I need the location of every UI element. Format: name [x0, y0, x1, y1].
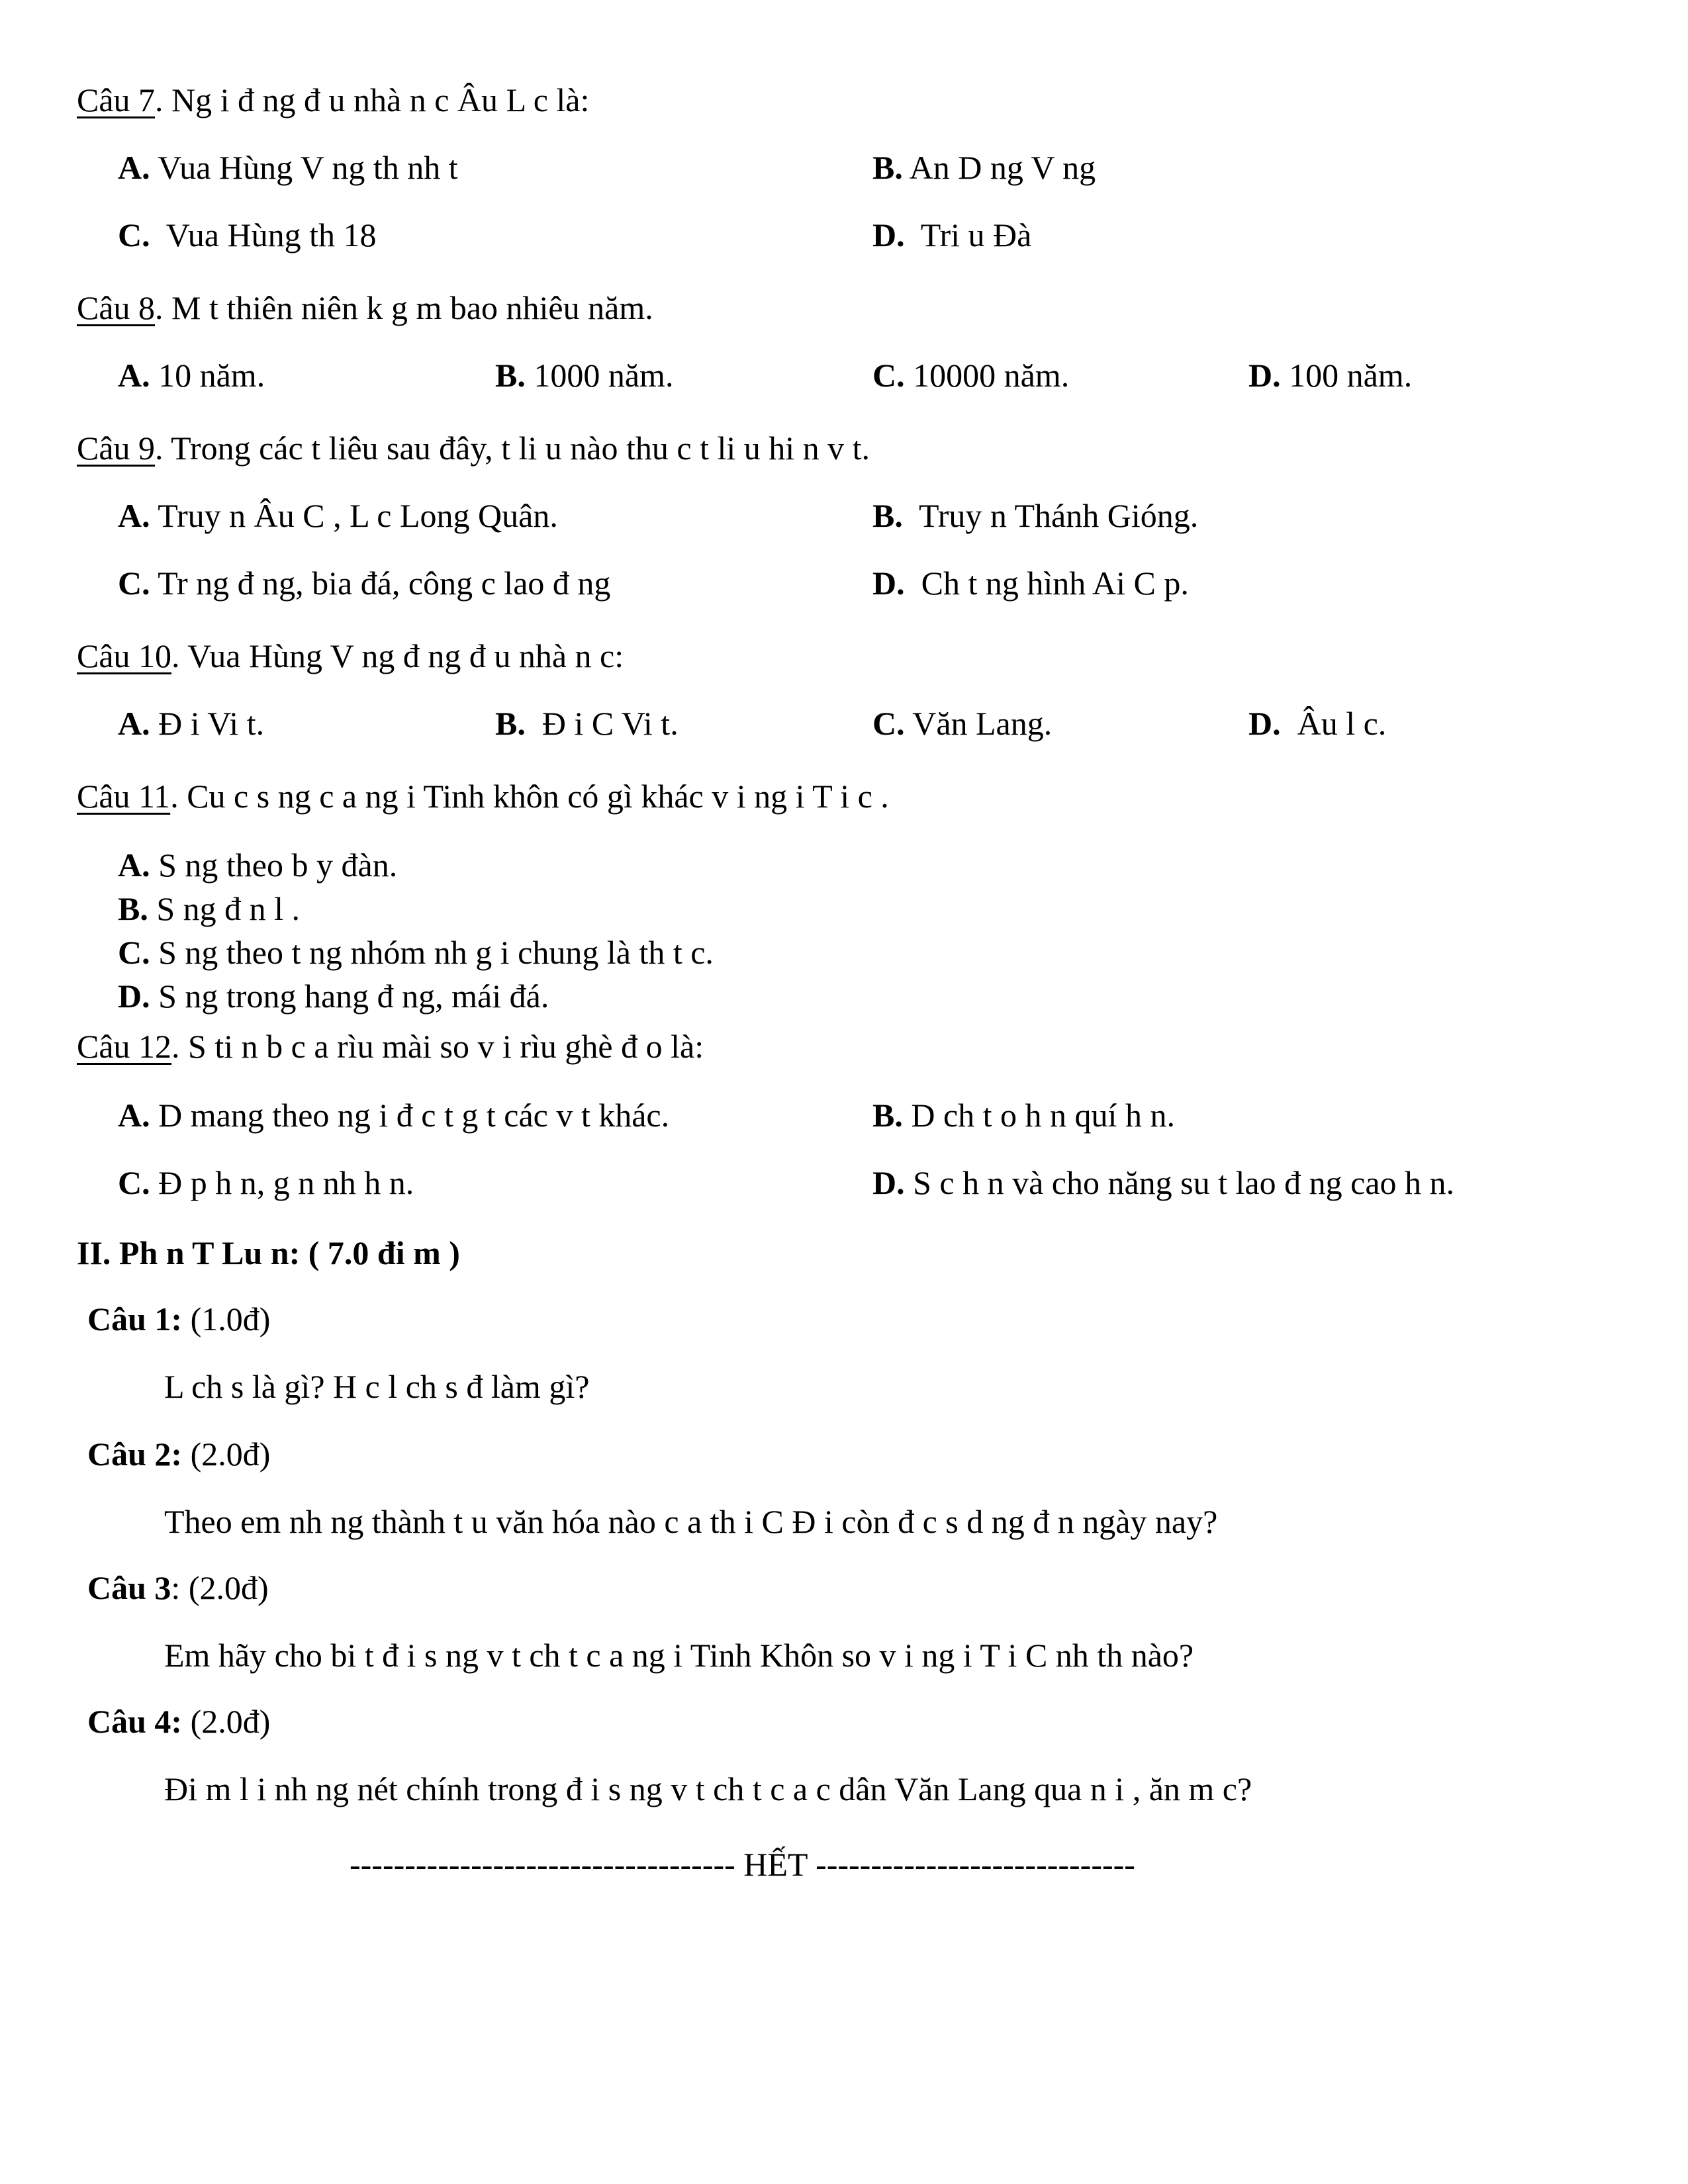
essay-question-1-text: L ch s là gì? H c l ch s đ làm gì? [164, 1368, 590, 1405]
option-8c[interactable] [872, 359, 1069, 392]
essay-question-3-text: Em hãy cho bi t đ i s ng v t ch t c a ng i Tinh Khôn so v i ng i T i C nh th nào? [164, 1637, 1194, 1674]
option-letter: A. [118, 357, 150, 394]
question-label: Câu 11 [77, 778, 171, 815]
question-8 [77, 291, 653, 324]
option-text: Đ i Vi t. [150, 705, 265, 742]
option-text: D ch t o h n quí h n. [902, 1097, 1175, 1134]
option-text: 10 năm. [150, 357, 265, 394]
essay-label: Câu 4: [87, 1703, 183, 1740]
essay-question-1-header [87, 1302, 270, 1336]
option-letter: B. [872, 149, 903, 186]
option-9b[interactable] [872, 499, 1198, 532]
option-12a[interactable] [118, 1099, 669, 1132]
option-text: Ch t ng hình Ai C p. [904, 565, 1189, 602]
option-text: Tri u Đà [904, 216, 1032, 253]
question-text: . S ti n b c a rìu mài so v i rìu ghè đ o là: [171, 1028, 704, 1065]
option-text: 100 năm. [1280, 357, 1413, 394]
option-11b[interactable] [118, 892, 300, 925]
option-text: Vua Hùng V ng th nh t [150, 149, 458, 186]
option-7c[interactable] [118, 218, 377, 251]
option-9a[interactable] [118, 499, 558, 532]
option-text: S ng theo b y đàn. [150, 846, 398, 884]
option-text: Truy n Âu C , L c Long Quân. [150, 497, 558, 534]
option-7b[interactable] [872, 151, 1096, 184]
option-12b[interactable] [872, 1099, 1175, 1132]
question-text: . Cu c s ng c a ng i Tinh khôn có gì khác v i ng i T i c . [170, 778, 889, 815]
essay-label: Câu 2: [87, 1435, 183, 1473]
option-letter: D. [1248, 705, 1281, 742]
option-letter: B. [872, 497, 903, 534]
question-label: Câu 12 [77, 1028, 172, 1065]
option-text: Đ p h n, g n nh h n. [150, 1164, 414, 1201]
essay-question-3-header [87, 1571, 269, 1604]
option-text: 10000 năm. [904, 357, 1070, 394]
option-text: An D ng V ng [902, 149, 1096, 186]
option-letter: D. [872, 1164, 905, 1201]
option-text: Đ i C Vi t. [525, 705, 679, 742]
option-letter: B. [495, 705, 526, 742]
option-text: Vua Hùng th 18 [150, 216, 377, 253]
dashes-left: ----------------------------------- [350, 1846, 735, 1883]
option-text: 1000 năm. [525, 357, 674, 394]
option-letter: C. [118, 565, 150, 602]
essay-points: (2.0đ) [182, 1435, 271, 1473]
essay-label: Câu 3 [87, 1569, 171, 1606]
essay-question-2-header [87, 1437, 270, 1471]
option-letter: A. [118, 497, 150, 534]
option-text: S ng theo t ng nhóm nh g i chung là th t c. [150, 934, 714, 971]
essay-question-2-text: Theo em nh ng thành t u văn hóa nào c a th i C Đ i còn đ c s d ng đ n ngày nay? [164, 1503, 1218, 1540]
option-8a[interactable] [118, 359, 265, 392]
option-7a[interactable] [118, 151, 458, 184]
question-label: Câu 8 [77, 289, 156, 326]
option-letter: C. [872, 357, 905, 394]
option-letter: A. [118, 846, 150, 884]
end-text: HẾT [735, 1846, 816, 1883]
option-text: S ng đ n l . [148, 890, 301, 927]
option-letter: C. [118, 1164, 150, 1201]
option-10b[interactable] [495, 707, 679, 740]
option-10d[interactable] [1248, 707, 1386, 740]
essay-question-4-text: Đi m l i nh ng nét chính trong đ i s ng v t ch t c a c dân Văn Lang qua n i , ăn m c? [164, 1770, 1252, 1807]
question-label: Câu 10 [77, 637, 172, 674]
option-letter: C. [872, 705, 905, 742]
option-10a[interactable] [118, 707, 264, 740]
option-7d[interactable] [872, 218, 1031, 251]
essay-points: (2.0đ) [182, 1703, 271, 1740]
question-text: . M t thiên niên k g m bao nhiêu năm. [155, 289, 653, 326]
option-letter: C. [118, 216, 150, 253]
option-text: S ng trong hang đ ng, mái đá. [150, 978, 549, 1015]
essay-points: : (2.0đ) [171, 1569, 269, 1606]
question-9 [77, 432, 870, 465]
option-8b[interactable] [495, 359, 673, 392]
option-9d[interactable] [872, 567, 1189, 600]
end-marker [350, 1848, 1135, 1881]
option-letter: C. [118, 934, 150, 971]
option-letter: A. [118, 149, 150, 186]
option-12c[interactable] [118, 1166, 414, 1199]
option-text: Âu l c. [1280, 705, 1387, 742]
dashes-right: ----------------------------- [816, 1846, 1135, 1883]
question-label: Câu 7 [77, 81, 156, 118]
option-letter: B. [118, 890, 148, 927]
option-letter: A. [118, 1097, 150, 1134]
question-text: . Ng i đ ng đ u nhà n c Âu L c là: [155, 81, 590, 118]
option-letter: D. [872, 565, 905, 602]
question-text: . Vua Hùng V ng đ ng đ u nhà n c: [171, 637, 624, 674]
option-letter: A. [118, 705, 150, 742]
option-9c[interactable] [118, 567, 610, 600]
question-text: . Trong các t liêu sau đây, t li u nào thu c t li u hi n v t. [155, 430, 870, 467]
option-text: Truy n Thánh Gióng. [902, 497, 1199, 534]
section-2-heading: II. Ph n T Lu n: ( 7.0 đi m ) [77, 1234, 460, 1271]
option-11a[interactable] [118, 848, 397, 882]
option-11d[interactable] [118, 979, 549, 1013]
option-letter: D. [872, 216, 905, 253]
option-text: Văn Lang. [904, 705, 1053, 742]
essay-question-4-header [87, 1705, 270, 1738]
option-letter: D. [1248, 357, 1281, 394]
essay-points: (1.0đ) [182, 1300, 271, 1338]
question-10 [77, 639, 624, 672]
essay-label: Câu 1: [87, 1300, 183, 1338]
question-7 [77, 83, 589, 116]
option-12d[interactable] [872, 1166, 1454, 1199]
option-text: D mang theo ng i đ c t g t các v t khác. [150, 1097, 670, 1134]
question-12 [77, 1030, 704, 1063]
option-letter: D. [118, 978, 150, 1015]
option-text: Tr ng đ ng, bia đá, công c lao đ ng [150, 565, 611, 602]
option-letter: B. [495, 357, 526, 394]
question-11 [77, 780, 889, 813]
option-text: S c h n và cho năng su t lao đ ng cao h n. [904, 1164, 1455, 1201]
option-8d[interactable] [1248, 359, 1412, 392]
option-letter: B. [872, 1097, 903, 1134]
question-label: Câu 9 [77, 430, 156, 467]
option-11c[interactable] [118, 936, 714, 969]
option-10c[interactable] [872, 707, 1052, 740]
